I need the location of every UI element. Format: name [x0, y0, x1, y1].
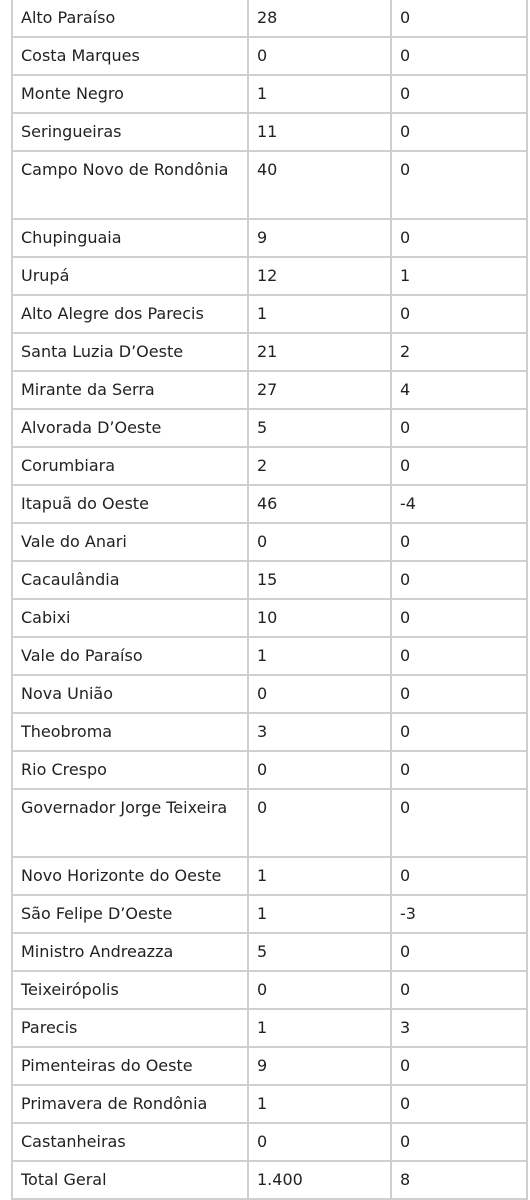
table-row	[12, 675, 527, 713]
value-cell: 1	[248, 75, 391, 113]
value-cell: 0	[391, 295, 527, 333]
table-row	[12, 1123, 527, 1161]
value-cell: 46	[248, 485, 391, 523]
value-cell: 9	[248, 1047, 391, 1085]
value-cell: 0	[391, 0, 527, 37]
table-row	[12, 1047, 527, 1085]
table-row	[12, 751, 527, 789]
value-cell: 0	[391, 37, 527, 75]
table-row	[12, 151, 527, 219]
value-cell: 0	[248, 675, 391, 713]
value-cell: 0	[391, 1085, 527, 1123]
value-cell: 15	[248, 561, 391, 599]
municipality-cell: Vale do Paraíso	[12, 637, 248, 675]
municipality-cell: Chupinguaia	[12, 219, 248, 257]
table-row	[12, 257, 527, 295]
total-row	[12, 1161, 527, 1199]
municipality-cell: Corumbiara	[12, 447, 248, 485]
municipality-cell: Costa Marques	[12, 37, 248, 75]
municipality-cell: Parecis	[12, 1009, 248, 1047]
value-cell: 0	[391, 675, 527, 713]
value-cell: 0	[391, 713, 527, 751]
municipality-cell: Santa Luzia D’Oeste	[12, 333, 248, 371]
table-row	[12, 599, 527, 637]
value-cell: 2	[248, 447, 391, 485]
table-row	[12, 523, 527, 561]
table-row	[12, 0, 527, 37]
municipality-cell: Ministro Andreazza	[12, 933, 248, 971]
table-row	[12, 219, 527, 257]
value-cell: 1	[248, 637, 391, 675]
table-row	[12, 933, 527, 971]
table-row	[12, 895, 527, 933]
table-row	[12, 447, 527, 485]
municipality-cell: Teixeirópolis	[12, 971, 248, 1009]
value-cell: 28	[248, 0, 391, 37]
value-cell: 1	[391, 257, 527, 295]
value-cell: -3	[391, 895, 527, 933]
value-cell: 12	[248, 257, 391, 295]
table-row	[12, 113, 527, 151]
municipality-cell: Vale do Anari	[12, 523, 248, 561]
value-cell: 0	[248, 523, 391, 561]
value-cell: 5	[248, 933, 391, 971]
table-row	[12, 1085, 527, 1123]
value-cell: 0	[391, 75, 527, 113]
table-row	[12, 971, 527, 1009]
table-row	[12, 37, 527, 75]
value-cell: 0	[391, 523, 527, 561]
municipality-cell: Castanheiras	[12, 1123, 248, 1161]
value-cell: 0	[391, 751, 527, 789]
municipality-cell: Primavera de Rondônia	[12, 1085, 248, 1123]
table-body	[12, 0, 527, 1199]
table-row	[12, 409, 527, 447]
value-cell: 0	[391, 447, 527, 485]
municipality-cell: Novo Horizonte do Oeste	[12, 857, 248, 895]
value-cell: 0	[248, 971, 391, 1009]
value-cell: 1	[248, 1085, 391, 1123]
value-cell: 3	[248, 713, 391, 751]
value-cell: 9	[248, 219, 391, 257]
total-value-cell: 8	[391, 1161, 527, 1199]
value-cell: 1	[248, 857, 391, 895]
value-cell: -4	[391, 485, 527, 523]
table-row	[12, 75, 527, 113]
table-row	[12, 333, 527, 371]
value-cell: 0	[391, 857, 527, 895]
value-cell: 0	[391, 933, 527, 971]
value-cell: 0	[391, 561, 527, 599]
municipality-cell: Itapuã do Oeste	[12, 485, 248, 523]
value-cell: 5	[248, 409, 391, 447]
table-row	[12, 637, 527, 675]
municipality-table	[11, 0, 528, 1200]
value-cell: 0	[248, 751, 391, 789]
municipality-cell: Alvorada D’Oeste	[12, 409, 248, 447]
municipality-cell: Cabixi	[12, 599, 248, 637]
value-cell: 40	[248, 151, 391, 219]
value-cell: 10	[248, 599, 391, 637]
municipality-cell: Pimenteiras do Oeste	[12, 1047, 248, 1085]
total-label-cell: Total Geral	[12, 1161, 248, 1199]
value-cell: 0	[248, 37, 391, 75]
table-row	[12, 295, 527, 333]
municipality-cell: São Felipe D’Oeste	[12, 895, 248, 933]
value-cell: 0	[391, 151, 527, 219]
value-cell: 21	[248, 333, 391, 371]
total-value-cell: 1.400	[248, 1161, 391, 1199]
value-cell: 0	[391, 971, 527, 1009]
value-cell: 1	[248, 895, 391, 933]
table-row	[12, 561, 527, 599]
table-row	[12, 371, 527, 409]
value-cell: 3	[391, 1009, 527, 1047]
value-cell: 11	[248, 113, 391, 151]
municipality-cell: Alto Alegre dos Parecis	[12, 295, 248, 333]
municipality-cell: Governador Jorge Teixeira	[12, 789, 248, 857]
value-cell: 0	[248, 789, 391, 857]
municipality-cell: Monte Negro	[12, 75, 248, 113]
value-cell: 0	[391, 113, 527, 151]
table-row	[12, 789, 527, 857]
municipality-cell: Mirante da Serra	[12, 371, 248, 409]
value-cell: 1	[248, 1009, 391, 1047]
value-cell: 0	[391, 1047, 527, 1085]
table-row	[12, 485, 527, 523]
table-row	[12, 857, 527, 895]
municipality-cell: Theobroma	[12, 713, 248, 751]
table-row	[12, 1009, 527, 1047]
municipality-cell: Rio Crespo	[12, 751, 248, 789]
value-cell: 0	[391, 599, 527, 637]
value-cell: 0	[391, 1123, 527, 1161]
table-row	[12, 713, 527, 751]
value-cell: 4	[391, 371, 527, 409]
value-cell: 2	[391, 333, 527, 371]
municipality-cell: Alto Paraíso	[12, 0, 248, 37]
value-cell: 1	[248, 295, 391, 333]
municipality-cell: Seringueiras	[12, 113, 248, 151]
municipality-cell: Campo Novo de Rondônia	[12, 151, 248, 219]
municipality-cell: Cacaulândia	[12, 561, 248, 599]
value-cell: 0	[391, 409, 527, 447]
value-cell: 0	[248, 1123, 391, 1161]
municipality-cell: Nova União	[12, 675, 248, 713]
value-cell: 0	[391, 219, 527, 257]
value-cell: 27	[248, 371, 391, 409]
municipality-cell: Urupá	[12, 257, 248, 295]
value-cell: 0	[391, 637, 527, 675]
value-cell: 0	[391, 789, 527, 857]
